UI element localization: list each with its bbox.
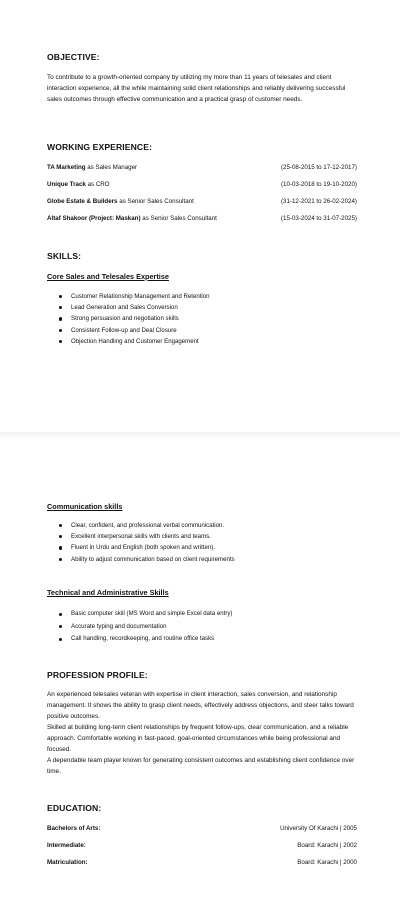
job-dates: (31-12-2021 to 26-02-2024) (280, 198, 357, 205)
list-item: Excellent interpersonal skills with clients and teams. (58, 531, 235, 542)
experience-entry (47, 215, 217, 222)
experience-entry (47, 198, 194, 205)
degree-name: Matriculation: (47, 859, 88, 866)
job-dates: (15-03-2024 to 31-07-2025) (280, 215, 357, 222)
experience-entry (47, 181, 110, 188)
degree-name: Bachelors of Arts: (47, 825, 101, 832)
experience-heading: WORKING EXPERIENCE: (47, 142, 153, 152)
institution-year: Board: Karachi | 2002 (297, 842, 357, 849)
communication-skills-title: Communication skills (47, 502, 123, 511)
list-item: Objection Handling and Customer Engagement (58, 336, 210, 347)
list-item: Fluent in Urdu and English (both spoken and written). (58, 542, 235, 553)
objective-text: To contribute to a growth-oriented company by utilizing my more than 11 years of telesales and client interaction experience, all the while maintaining solid client relationships and reliably delivering successful sales outcomes through effective communication and a practical grasp of customer needs. (47, 74, 346, 103)
institution-year: Board: Karachi | 2000 (297, 859, 357, 866)
core-skills-title: Core Sales and Telesales Expertise (47, 272, 169, 281)
technical-skills-title: Technical and Administrative Skills (47, 588, 169, 597)
list-item: Clear, confident, and professional verbal communication. (58, 520, 235, 531)
list-item: Consistent Follow-up and Deal Closure (58, 325, 210, 336)
list-item: Ability to adjust communication based on client requirements (58, 554, 235, 565)
company-name: Unique Track (47, 181, 86, 188)
job-dates: (10-03-2018 to 19-10-2020) (280, 181, 357, 188)
technical-skills-list (58, 608, 232, 646)
list-item: Customer Relationship Management and Retention (58, 291, 210, 302)
communication-skills-list (58, 520, 235, 565)
education-heading: EDUCATION: (47, 803, 102, 813)
list-item: Strong persuasion and negotiation skills (58, 313, 210, 324)
job-role: as Senior Sales Consultant (117, 198, 194, 205)
company-name: TA Marketing (47, 164, 86, 171)
objective-heading: OBJECTIVE: (47, 52, 100, 62)
profile-paragraph: An experienced telesales veteran with expertise in client interaction, sales conversion, and relationship management. It shows the ability to grasp client needs, effectively address objections, and steer talks toward positive outcomes. (47, 691, 354, 720)
list-item: Lead Generation and Sales Conversion (58, 302, 210, 313)
experience-entry (47, 164, 137, 171)
job-role: as Sales Manager (85, 164, 138, 171)
job-dates: (25-08-2015 to 17-12-2017) (280, 164, 357, 171)
core-skills-list (58, 291, 210, 347)
company-name: Globe Estate & Builders (47, 198, 118, 205)
job-role: as CRO (85, 181, 110, 188)
list-item: Accurate typing and documentation (58, 621, 232, 634)
list-item: Call handling, recordkeeping, and routine office tasks (58, 633, 232, 646)
profile-paragraph: Skilled at building long-term client relationships by frequent follow-ups, clear communication, and a reliable approach. Comfortable working in fast-paced, goal-oriented circumstances while being professional and focused. (47, 724, 349, 753)
document-page-2 (0, 438, 400, 910)
company-name: Altaf Shakoor (Project: Maskan) (47, 215, 141, 222)
profile-paragraph: A dependable team player known for generating consistent outcomes and establishing client confidence over time. (47, 757, 355, 775)
document-page-1 (0, 0, 400, 432)
institution-year: University Of Karachi | 2005 (280, 825, 357, 832)
degree-name: Intermediate: (47, 842, 86, 849)
profile-heading: PROFESSION PROFILE: (47, 670, 148, 680)
list-item: Basic computer skill (MS Word and simple Excel data entry) (58, 608, 232, 621)
job-role: as Senior Sales Consultant (140, 215, 217, 222)
skills-heading: SKILLS: (47, 251, 82, 261)
